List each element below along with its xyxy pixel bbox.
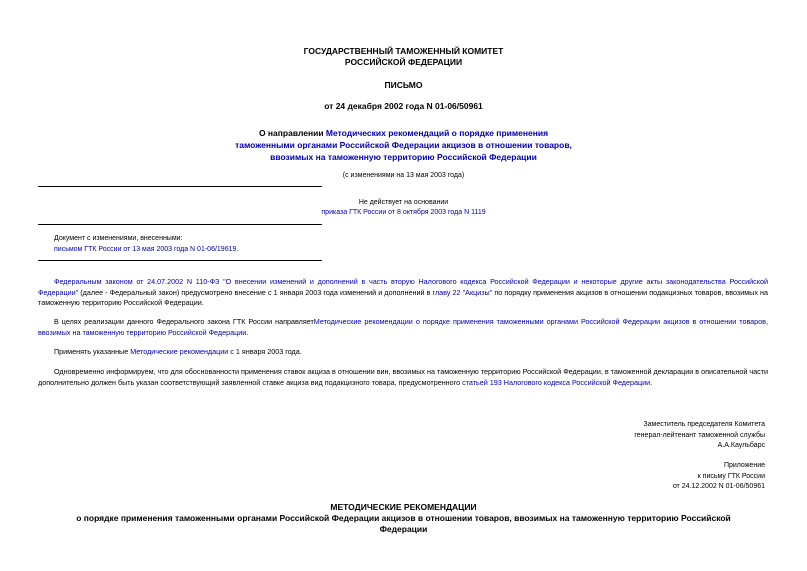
divider	[38, 186, 322, 187]
amendments-line	[54, 246, 238, 253]
doc-type: ПИСЬМО	[384, 80, 423, 90]
appendix-label: Приложение	[723, 462, 765, 469]
paragraph-4-text: Одновременно информируем, что для обоснованности применения ставок акциза в отношении вин, ввозимых на таможенную территорию Российской Федерации, в таможенной декларации в описательной части дополнительно должен быть указан соответствующий заявленной ставке акциза вид подакцизного товара, предусмотренного	[38, 367, 768, 387]
appendix-date: от 24.12.2002 N 01-06/50961	[672, 483, 765, 490]
paragraph-3	[38, 347, 768, 358]
signature-title: Заместитель председателя Комитета	[643, 421, 765, 428]
recommendations-link[interactable]: Методические рекомендации о порядке применения таможенными органами Российской Федерации акцизов в отношении товаров, ввозимых на таможенную территорию Российской Федерации	[38, 317, 768, 337]
doc-date: от 24 декабря 2002 года N 01-06/50961	[324, 101, 483, 111]
amendments-suffix: .	[236, 246, 239, 253]
appendix-ref: к письму ГТК России	[697, 472, 765, 480]
title-link-line1[interactable]: Методических рекомендаций о порядке применения	[325, 128, 549, 138]
recommendations-subtitle-line1: о порядке применения таможенными органами Российской Федерации акцизов в отношении товаров, ввозимых на таможенную территорию Российской	[76, 513, 731, 523]
paragraph-1-text-end: по порядку применения акцизов в отношении подакцизных товаров, ввозимых на таможенную территорию Российской Федерации.	[38, 287, 768, 307]
divider	[38, 224, 322, 225]
paragraph-2	[38, 317, 768, 338]
amendments-link[interactable]: письмом ГТК России от 13 мая 2003 года N 01-06/19619	[54, 246, 237, 253]
signature-rank: генерал-лейтенант таможенной службы	[634, 431, 765, 439]
title-line1	[0, 128, 807, 138]
title-link-line3[interactable]: ввозимых на таможенную территорию Российской Федерации	[270, 152, 537, 162]
org-name-line1: ГОСУДАРСТВЕННЫЙ ТАМОЖЕННЫЙ КОМИТЕТ	[303, 46, 504, 56]
article-193-link[interactable]: статьей 193 Налогового кодекса Российской Федерации	[462, 377, 651, 387]
federal-law-link[interactable]: Федеральным законом от 24.07.2002 N 110-ФЗ "О внесении изменений и дополнений в часть вторую Налогового кодекса Российской Федерации и некоторые другие акты законодательства Российской Федерации"	[38, 277, 768, 297]
paragraph-2-text: В целях реализации данного Федерального закона ГТК России направляет	[54, 317, 314, 326]
recommendations-short-link[interactable]: Методические рекомендации	[130, 347, 229, 356]
paragraph-3-text-end: с 1 января 2003 года.	[228, 347, 302, 356]
paragraph-1-text: (далее - Федеральный закон) предусмотрено внесение с 1 января 2003 года изменений и дополнений в	[78, 287, 433, 297]
paragraph-4	[38, 367, 768, 388]
paragraph-1	[38, 277, 768, 309]
recommendations-title: МЕТОДИЧЕСКИЕ РЕКОМЕНДАЦИИ	[330, 502, 477, 512]
signature-block	[634, 420, 765, 452]
divider	[38, 260, 322, 261]
title-prefix: О направлении	[258, 128, 326, 138]
status-link[interactable]: приказа ГТК России от 8 октября 2003 года N 1119	[321, 209, 486, 216]
chapter-22-link[interactable]: главу 22 "Акцизы"	[432, 287, 493, 297]
signature-name: А.А.Каульбарс	[717, 442, 765, 449]
changes-note: (с изменениями на 13 мая 2003 года)	[342, 172, 465, 179]
paragraph-2-text-end: .	[246, 327, 249, 337]
paragraph-4-text-end: .	[650, 377, 653, 387]
appendix-block	[673, 461, 765, 493]
status-line: Не действует на основании	[358, 199, 449, 206]
recommendations-subtitle-line2: Федерации	[379, 524, 428, 534]
title-link-line2[interactable]: таможенными органами Российской Федерации акцизов в отношении товаров,	[235, 140, 572, 150]
amendments-label: Документ с изменениями, внесенными:	[54, 235, 183, 242]
org-name-line2: РОССИЙСКОЙ ФЕДЕРАЦИИ	[344, 57, 463, 67]
paragraph-3-text: Применять указанные	[54, 347, 131, 356]
